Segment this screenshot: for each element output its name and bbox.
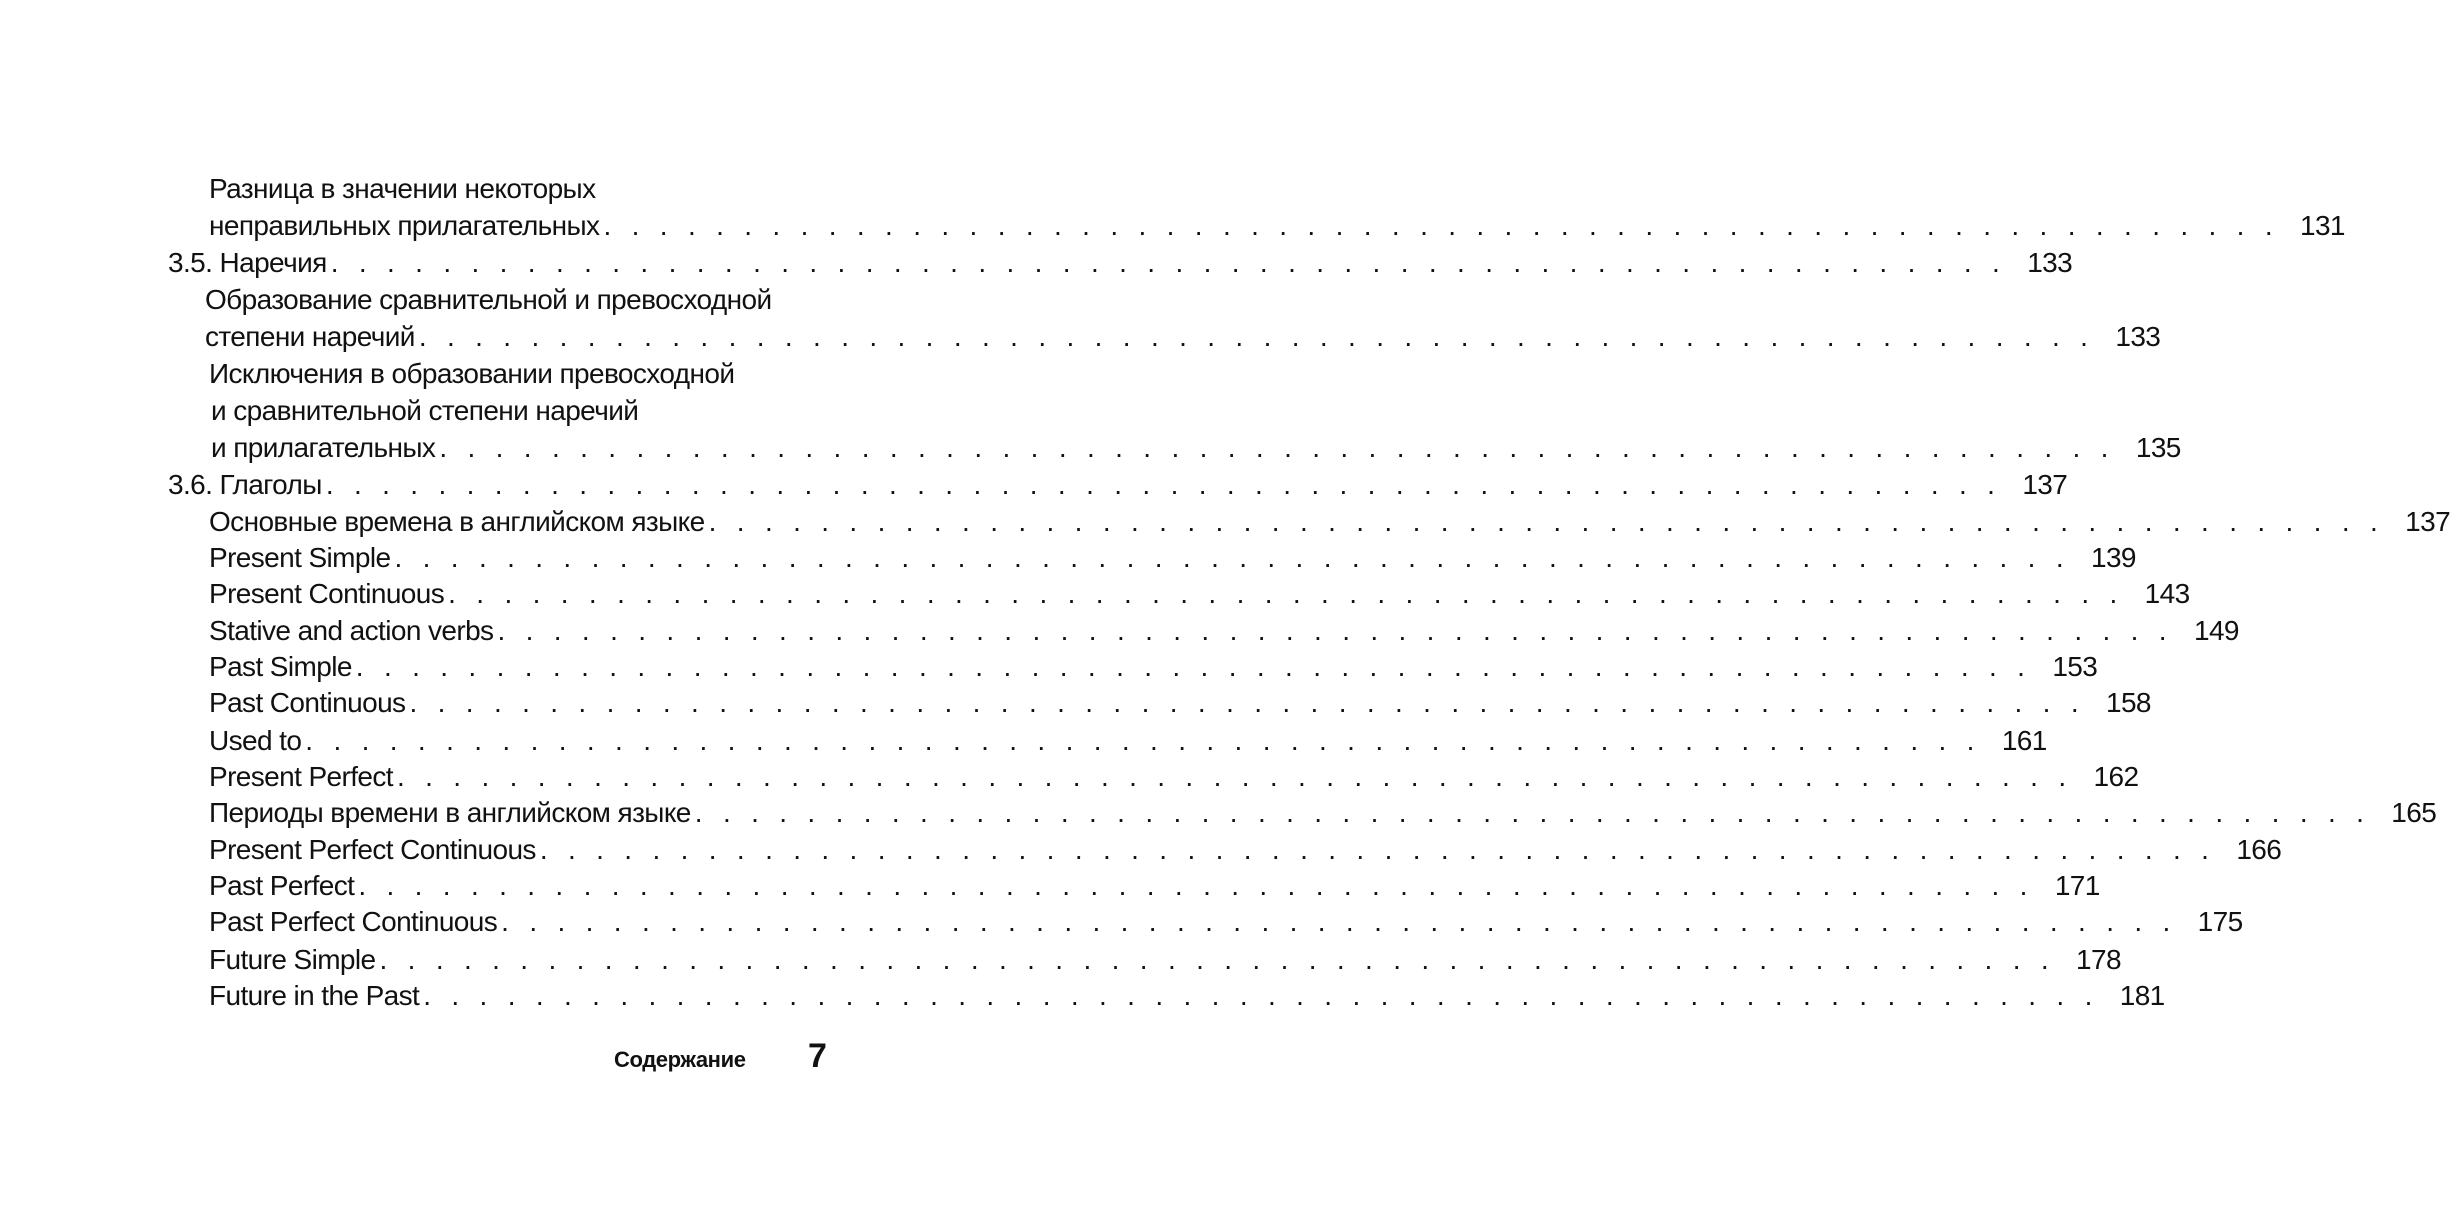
toc-page-number: 153 [2052, 651, 2098, 682]
toc-page-number: 175 [2197, 906, 2243, 937]
toc-entry [209, 503, 2450, 540]
toc-page-number: 162 [2093, 761, 2139, 792]
toc-entry [209, 941, 2121, 978]
toc-entry [209, 794, 2437, 831]
toc-page-number: 178 [2076, 944, 2121, 975]
dot-leader: . . . . . . . . . . . . . . . . . . . . . . . . . . . . . . . . . . . . . . . . . . . . . . . . . . . . . . . . . . . . [394, 542, 2070, 573]
toc-page-number: 133 [2115, 321, 2161, 352]
toc-entry-title: Present Perfect [209, 761, 393, 792]
toc-page-number: 137 [2405, 506, 2450, 537]
toc-entry [209, 722, 2047, 759]
toc-entry-title: Периоды времени в английском языке [209, 797, 691, 828]
toc-entry [168, 244, 2073, 281]
toc-page-number: 135 [2135, 432, 2181, 463]
dot-leader: . . . . . . . . . . . . . . . . . . . . . . . . . . . . . . . . . . . . . . . . . . . . . . . . . . . . . . . . . . . . [305, 725, 1981, 756]
toc-entry [209, 612, 2239, 649]
toc-entry-text: и сравнительной степени наречий [211, 395, 639, 426]
toc-entry [209, 684, 2151, 721]
toc-entry [168, 466, 2068, 503]
toc-entry-title: Future Simple [209, 944, 376, 975]
toc-entry-title: Past Perfect Continuous [209, 906, 498, 937]
toc-page-number: 137 [2022, 469, 2068, 500]
toc-entry [209, 977, 2165, 1014]
dot-leader: . . . . . . . . . . . . . . . . . . . . . . . . . . . . . . . . . . . . . . . . . . . . . . . . . . . . . . . . . . . . [439, 432, 2115, 463]
toc-entry [209, 831, 2282, 868]
dot-leader: . . . . . . . . . . . . . . . . . . . . . . . . . . . . . . . . . . . . . . . . . . . . . . . . . . . . . . . . . . . . [409, 687, 2085, 718]
toc-entry-title: Present Simple [209, 542, 391, 573]
toc-page-number: 161 [2001, 725, 2047, 756]
toc-entry-title: Future in the Past [209, 980, 420, 1011]
toc-entry [211, 429, 2181, 466]
toc-entry-title: Present Continuous [209, 578, 445, 609]
toc-page-number: 143 [2144, 578, 2190, 609]
toc-entry-title: 3.5. Наречия [168, 247, 327, 278]
toc-entry [209, 758, 2139, 795]
toc-entry [209, 575, 2190, 612]
toc-page-number: 166 [2236, 834, 2282, 865]
toc-entry-title: Stative and action verbs [209, 615, 494, 646]
toc-entry-text: Образование сравнительной и превосходной [205, 284, 772, 315]
dot-leader: . . . . . . . . . . . . . . . . . . . . . . . . . . . . . . . . . . . . . . . . . . . . . . . . . . . . . . . . . . . . [418, 321, 2095, 352]
toc-entry [209, 903, 2243, 940]
page-number: 7 [808, 1037, 827, 1075]
toc-page-number: 165 [2391, 797, 2437, 828]
toc-entry-title: неправильных прилагательных [209, 210, 600, 241]
dot-leader: . . . . . . . . . . . . . . . . . . . . . . . . . . . . . . . . . . . . . . . . . . . . . . . . . . . . . . . . . . . . [396, 761, 2073, 792]
dot-leader: . . . . . . . . . . . . . . . . . . . . . . . . . . . . . . . . . . . . . . . . . . . . . . . . . . . . . . . . . . . . [325, 469, 2002, 500]
dot-leader: . . . . . . . . . . . . . . . . . . . . . . . . . . . . . . . . . . . . . . . . . . . . . . . . . . . . . . . . . . . . [497, 615, 2173, 646]
toc-page-number: 181 [2119, 980, 2165, 1011]
toc-entry [209, 539, 2136, 576]
toc-page-number: 133 [2027, 247, 2073, 278]
dot-leader: . . . . . . . . . . . . . . . . . . . . . . . . . . . . . . . . . . . . . . . . . . . . . . . . . . . . . . . . . . . . [330, 247, 2007, 278]
dot-leader: . . . . . . . . . . . . . . . . . . . . . . . . . . . . . . . . . . . . . . . . . . . . . . . . . . . . . . . . . . . . [539, 834, 2216, 865]
toc-entry [209, 648, 2098, 685]
toc-page-number: 158 [2105, 687, 2151, 718]
toc-entry [209, 207, 2345, 244]
toc-entry-text: Исключения в образовании превосходной [209, 358, 735, 389]
toc-entry-title: 3.6. Глаголы [168, 469, 322, 500]
toc-entry-title: Past Continuous [209, 687, 406, 718]
toc-entry-title: степени наречий [205, 321, 415, 352]
toc-entry-title: и прилагательных [211, 432, 436, 463]
toc-entry-title: Основные времена в английском языке [209, 506, 705, 537]
dot-leader: . . . . . . . . . . . . . . . . . . . . . . . . . . . . . . . . . . . . . . . . . . . . . . . . . . . . . . . . . . . . [448, 578, 2124, 609]
dot-leader: . . . . . . . . . . . . . . . . . . . . . . . . . . . . . . . . . . . . . . . . . . . . . . . . . . . . . . . . . . . . [694, 797, 2371, 828]
toc-page-number: 171 [2054, 870, 2100, 901]
toc-entry [205, 318, 2161, 355]
toc-entry-title: Past Simple [209, 651, 352, 682]
running-footer-title: Содержание [614, 1047, 746, 1072]
dot-leader: . . . . . . . . . . . . . . . . . . . . . . . . . . . . . . . . . . . . . . . . . . . . . . . . . . . . . . . . . . . . [603, 210, 2279, 241]
toc-entry-text: Разница в значении некоторых [209, 173, 596, 204]
toc-entry [209, 867, 2100, 904]
dot-leader: . . . . . . . . . . . . . . . . . . . . . . . . . . . . . . . . . . . . . . . . . . . . . . . . . . . . . . . . . . . . [355, 651, 2032, 682]
toc-entry-title: Used to [209, 725, 302, 756]
toc-entry-title: Past Perfect [209, 870, 355, 901]
dot-leader: . . . . . . . . . . . . . . . . . . . . . . . . . . . . . . . . . . . . . . . . . . . . . . . . . . . . . . . . . . . . [379, 944, 2055, 975]
toc-page-number: 131 [2299, 210, 2345, 241]
dot-leader: . . . . . . . . . . . . . . . . . . . . . . . . . . . . . . . . . . . . . . . . . . . . . . . . . . . . . . . . . . . . [501, 906, 2177, 937]
toc-page-number: 139 [2090, 542, 2136, 573]
toc-entry-title: Present Perfect Continuous [209, 834, 536, 865]
dot-leader: . . . . . . . . . . . . . . . . . . . . . . . . . . . . . . . . . . . . . . . . . . . . . . . . . . . . . . . . . . . . [358, 870, 2034, 901]
dot-leader: . . . . . . . . . . . . . . . . . . . . . . . . . . . . . . . . . . . . . . . . . . . . . . . . . . . . . . . . . . . . [423, 980, 2099, 1011]
dot-leader: . . . . . . . . . . . . . . . . . . . . . . . . . . . . . . . . . . . . . . . . . . . . . . . . . . . . . . . . . . . . [708, 506, 2385, 537]
toc-page-number: 149 [2193, 615, 2239, 646]
